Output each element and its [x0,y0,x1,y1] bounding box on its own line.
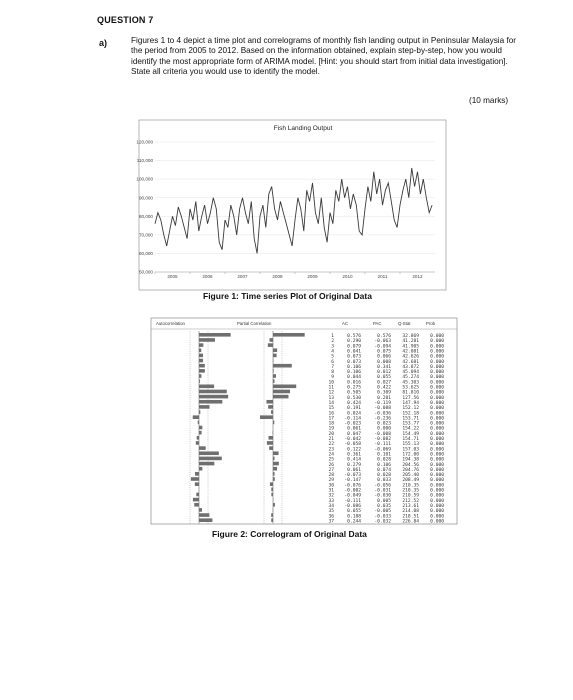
ac-value: -0.076 [344,483,361,489]
pac-bar [273,477,275,481]
pac-bar [273,354,277,358]
q-stat-value: 194.38 [402,457,419,463]
ac-value: 0.106 [347,370,361,376]
pac-value: 0.028 [377,473,391,479]
ac-bar [199,400,222,404]
q-stat-value: 208.49 [402,478,419,484]
pac-bar [273,472,275,476]
q-stat-value: 154.49 [402,431,419,437]
ac-bar [199,385,214,389]
q-stat-value: 32.869 [402,334,419,340]
q-stat-value: 152.18 [402,411,419,417]
pac-value: -0.033 [374,514,391,520]
ac-value: 0.024 [347,411,361,417]
ac-value: 0.073 [347,354,361,360]
x-tick-label: 2007 [237,274,248,279]
lag-cell: 18 [328,421,334,427]
pac-bar [270,338,273,342]
lag-cell: 17 [328,416,334,422]
prob-value: 0.000 [430,509,444,515]
pac-bar [273,451,279,455]
pac-value: -0.030 [374,493,391,499]
ac-bar [199,390,227,394]
lag-cell: 23 [328,447,334,453]
y-tick-label: 70,000 [138,232,153,238]
pac-value: -0.008 [374,431,391,437]
pac-value: -0.236 [374,416,391,422]
prob-value: 0.000 [430,467,444,473]
pac-value: 0.008 [377,359,391,365]
prob-value: 0.000 [430,416,444,422]
pac-value: 0.012 [377,370,391,376]
pac-value: 0.023 [377,421,391,427]
prob-value: 0.000 [430,375,444,381]
pac-value: -0.088 [374,406,391,412]
ac-bar [199,451,219,455]
lag-cell: 34 [328,503,334,509]
pac-value: 0.000 [377,426,391,432]
x-tick-label: 2010 [342,274,353,279]
lag-cell: 16 [328,411,334,417]
ac-bar [191,477,199,481]
ac-value: -0.058 [344,442,361,448]
ac-bar [199,508,202,512]
ac-bar [199,395,228,399]
lag-cell: 14 [328,400,334,406]
q-stat-value: 154.71 [402,437,419,443]
pac-value: -0.032 [374,519,391,525]
pac-bar [269,446,273,450]
lag-cell: 31 [328,488,334,494]
x-tick-label: 2012 [412,274,423,279]
pac-value: -0.005 [374,509,391,515]
y-tick-label: 110,000 [136,158,153,164]
pac-value: 0.035 [377,503,391,509]
ac-bar [199,457,222,461]
pac-value: 0.027 [377,380,391,386]
ac-value: 0.106 [347,364,361,370]
pac-bar [273,462,279,466]
y-tick-label: 90,000 [138,195,153,201]
ac-value: 0.290 [347,339,361,345]
prob-value: 0.000 [430,344,444,350]
pac-bar [271,518,273,522]
pac-value: 0.106 [377,462,391,468]
pac-value: 0.074 [377,467,391,473]
ac-bar [194,503,199,507]
ac-value: 0.530 [347,395,361,401]
prob-value: 0.000 [430,411,444,417]
ac-bar [199,333,231,337]
pac-bar [273,379,274,383]
pac-bar [273,369,274,373]
ac-bar [199,518,212,522]
prob-value: 0.000 [430,334,444,340]
q-stat-value: 210.35 [402,483,419,489]
q-stat-value: 172.00 [402,452,419,458]
pac-value: 0.033 [377,478,391,484]
pac-value: 0.028 [377,457,391,463]
q-stat-value: 157.03 [402,447,419,453]
pac-bar [273,385,296,389]
ac-value: 0.424 [347,400,361,406]
q-stat-value: 45.094 [402,370,419,376]
ac-bar [199,354,203,358]
lag-cell: 11 [328,385,334,391]
time-series-chart [136,120,446,290]
lag-cell: 37 [328,519,334,525]
ac-bar [193,498,199,502]
lag-cell: 27 [328,467,334,473]
marks-label: (10 marks) [469,96,509,105]
prob-value: 0.000 [430,364,444,370]
lag-cell: 4 [331,349,334,355]
lag-cell: 35 [328,509,334,515]
lag-cell: 32 [328,493,334,499]
x-tick-label: 2008 [272,274,283,279]
ac-value: -0.049 [344,493,361,499]
x-tick-label: 2009 [307,274,318,279]
ac-bar [199,338,215,342]
ac-value: 0.188 [347,514,361,520]
prob-value: 0.000 [430,380,444,386]
prob-value: 0.000 [430,400,444,406]
ac-bar [199,369,205,373]
pac-value: 0.055 [377,375,391,381]
ac-value: 0.073 [347,359,361,365]
pac-value: -0.031 [374,488,391,494]
ac-value: 0.016 [347,380,361,386]
header-q-stat: Q-Stat [398,321,411,326]
ac-value: 0.061 [347,467,361,473]
prob-value: 0.000 [430,426,444,432]
ac-bar [199,374,201,378]
question-text: Figures 1 to 4 depict a time plot and correlograms of monthly fish landing output in Peninsular Malaysia for the period from 2005 to 2012. Based on the information obtained, explain step-by-step, how you would identify the most appropriate form of ARIMA model. [Hint: you should start from initial data investigation]. State all criteria you would use to identify the model. [131,36,517,77]
x-tick-label: 2006 [202,274,213,279]
lag-cell: 9 [331,375,334,381]
pac-bar [266,400,273,404]
lag-cell: 5 [331,354,334,360]
ac-bar [196,493,199,497]
ac-bar [195,482,199,486]
ac-bar [199,364,205,368]
pac-bar [270,482,273,486]
prob-value: 0.000 [430,442,444,448]
ac-bar [199,446,206,450]
ac-bar [199,405,210,409]
ac-value: 0.191 [347,406,361,412]
pac-value: -0.036 [374,411,391,417]
pac-bar [273,364,292,368]
prob-value: 0.000 [430,457,444,463]
prob-value: 0.000 [430,483,444,489]
pac-bar [267,441,273,445]
pac-value: -0.094 [374,344,391,350]
lag-cell: 7 [331,364,334,370]
q-stat-value: 147.94 [402,400,419,406]
lag-cell: 6 [331,359,334,365]
q-stat-value: 45.274 [402,375,419,381]
pac-bar [273,421,274,425]
ac-bar [199,513,209,517]
pac-bar [268,343,273,347]
pac-bar [273,503,275,507]
question-title: QUESTION 7 [97,15,154,25]
prob-value: 0.000 [430,370,444,376]
prob-value: 0.000 [430,431,444,437]
ac-value: -0.042 [344,437,361,443]
prob-value: 0.000 [430,478,444,484]
pac-bar [271,410,273,414]
ac-bar [197,436,199,440]
ac-value: 0.055 [347,509,361,515]
ac-value: -0.073 [344,473,361,479]
lag-cell: 12 [328,390,334,396]
lag-cell: 1 [331,334,334,340]
q-stat-value: 41.905 [402,344,419,350]
q-stat-value: 154.22 [402,426,419,432]
prob-value: 0.000 [430,498,444,504]
y-tick-label: 120,000 [136,139,153,145]
figure-1-caption: Figure 1: Time series Plot of Original Data [203,291,372,301]
q-stat-value: 42.626 [402,354,419,360]
lag-cell: 29 [328,478,334,484]
prob-value: 0.000 [430,447,444,453]
ac-value: 0.122 [347,447,361,453]
pac-bar [271,493,273,497]
q-stat-value: 214.08 [402,509,419,515]
ac-value: -0.111 [344,498,361,504]
header-autocorrelation: Autocorrelation [156,321,185,326]
ac-value: 0.047 [347,431,361,437]
q-stat-value: 204.76 [402,467,419,473]
header-pac: PAC [373,321,382,326]
lag-cell: 26 [328,462,334,468]
prob-value: 0.000 [430,349,444,355]
prob-value: 0.000 [430,503,444,509]
pac-bar [268,436,273,440]
ac-value: 0.505 [347,390,361,396]
lag-cell: 24 [328,452,334,458]
ac-bar [199,462,214,466]
ac-bar [199,343,203,347]
x-tick-label: 2005 [167,274,178,279]
ac-bar [199,467,202,471]
lag-cell: 3 [331,344,334,350]
pac-value: -0.063 [374,339,391,345]
lag-cell: 25 [328,457,334,463]
ac-value: 0.061 [347,426,361,432]
q-stat-value: 152.12 [402,406,419,412]
ac-value: 0.044 [347,375,361,381]
pac-bar [271,513,273,517]
header-ac: AC [342,321,348,326]
ac-bar [199,348,201,352]
ac-value: 0.275 [347,385,361,391]
q-stat-value: 205.40 [402,473,419,479]
y-tick-label: 100,000 [136,176,153,182]
pac-value: 0.422 [377,385,391,391]
ac-bar [193,415,199,419]
lag-cell: 22 [328,442,334,448]
ac-value: 0.041 [347,349,361,355]
ac-bar [198,421,199,425]
y-tick-label: 50,000 [138,269,153,275]
pac-value: -0.111 [374,442,391,448]
q-stat-value: 226.84 [402,519,419,525]
pac-bar [273,395,288,399]
prob-value: 0.000 [430,488,444,494]
ac-bar [199,359,203,363]
ac-value: 0.361 [347,452,361,458]
prob-value: 0.000 [430,339,444,345]
lag-cell: 33 [328,498,334,504]
prob-value: 0.000 [430,437,444,443]
header-partial-correlation: Partial Correlation [237,321,272,326]
prob-value: 0.000 [430,354,444,360]
ac-bar [196,441,199,445]
prob-value: 0.000 [430,462,444,468]
x-tick-label: 2011 [377,274,388,279]
pac-value: 0.075 [377,349,391,355]
pac-value: 0.005 [377,498,391,504]
pac-value: -0.069 [374,447,391,453]
ac-value: -0.023 [344,421,361,427]
ac-value: 0.279 [347,462,361,468]
lag-cell: 19 [328,426,334,432]
prob-value: 0.000 [430,473,444,479]
ac-value: 0.576 [347,334,361,340]
ac-bar [195,472,199,476]
pac-bar [268,405,273,409]
prob-value: 0.000 [430,493,444,499]
pac-bar [273,348,277,352]
prob-value: 0.000 [430,359,444,365]
pac-value: 0.101 [377,452,391,458]
ac-value: -0.086 [344,503,361,509]
pac-bar [260,415,273,419]
pac-value: 0.309 [377,390,391,396]
ac-bar [199,426,202,430]
y-tick-label: 60,000 [138,251,153,257]
q-stat-value: 127.56 [402,395,419,401]
pac-value: 0.281 [377,395,391,401]
ac-value: -0.002 [344,488,361,494]
q-stat-value: 218.51 [402,514,419,520]
q-stat-value: 53.625 [402,385,419,391]
lag-cell: 8 [331,370,334,376]
q-stat-value: 42.681 [402,359,419,365]
lag-cell: 15 [328,406,334,412]
pac-bar [273,390,290,394]
ac-value: -0.114 [344,416,361,422]
pac-value: 0.341 [377,364,391,370]
pac-value: 0.576 [377,334,391,340]
q-stat-value: 153.71 [402,416,419,422]
prob-value: 0.000 [430,395,444,401]
lag-cell: 36 [328,514,334,520]
prob-value: 0.000 [430,514,444,520]
ac-value: 0.244 [347,519,361,525]
q-stat-value: 45.303 [402,380,419,386]
q-stat-value: 153.77 [402,421,419,427]
y-tick-label: 80,000 [138,213,153,219]
ac-value: 0.414 [347,457,361,463]
pac-bar [273,467,277,471]
prob-value: 0.000 [430,406,444,412]
question-part-label: a) [99,38,108,48]
q-stat-value: 210.59 [402,493,419,499]
q-stat-value: 204.56 [402,462,419,468]
prob-value: 0.000 [430,421,444,427]
chart-title: Fish Landing Output [273,125,333,132]
lag-cell: 21 [328,437,334,443]
q-stat-value: 42.081 [402,349,419,355]
pac-value: -0.056 [374,483,391,489]
pac-bar [273,457,275,461]
q-stat-value: 213.61 [402,503,419,509]
correlogram [151,318,457,524]
q-stat-value: 41.281 [402,339,419,345]
header-prob: Prob [426,321,436,326]
prob-value: 0.000 [430,452,444,458]
figure-2-caption: Figure 2: Correlogram of Original Data [212,529,367,539]
q-stat-value: 43.872 [402,364,419,370]
q-stat-value: 81.810 [402,390,419,396]
lag-cell: 30 [328,483,334,489]
ac-bar [199,431,202,435]
ac-value: -0.147 [344,478,361,484]
prob-value: 0.000 [430,390,444,396]
ac-value: 0.079 [347,344,361,350]
pac-bar [273,374,276,378]
lag-cell: 20 [328,431,334,437]
ac-bar [199,379,200,383]
pac-value: -0.119 [374,400,391,406]
pac-bar [273,333,305,337]
pac-value: -0.082 [374,437,391,443]
lag-cell: 28 [328,473,334,479]
lag-cell: 2 [331,339,334,345]
q-stat-value: 210.35 [402,488,419,494]
prob-value: 0.000 [430,519,444,525]
pac-bar [271,488,273,492]
ac-bar [199,410,200,414]
lag-cell: 10 [328,380,334,386]
pac-value: 0.066 [377,354,391,360]
prob-value: 0.000 [430,385,444,391]
lag-cell: 13 [328,395,334,401]
q-stat-value: 155.13 [402,442,419,448]
q-stat-value: 212.52 [402,498,419,504]
